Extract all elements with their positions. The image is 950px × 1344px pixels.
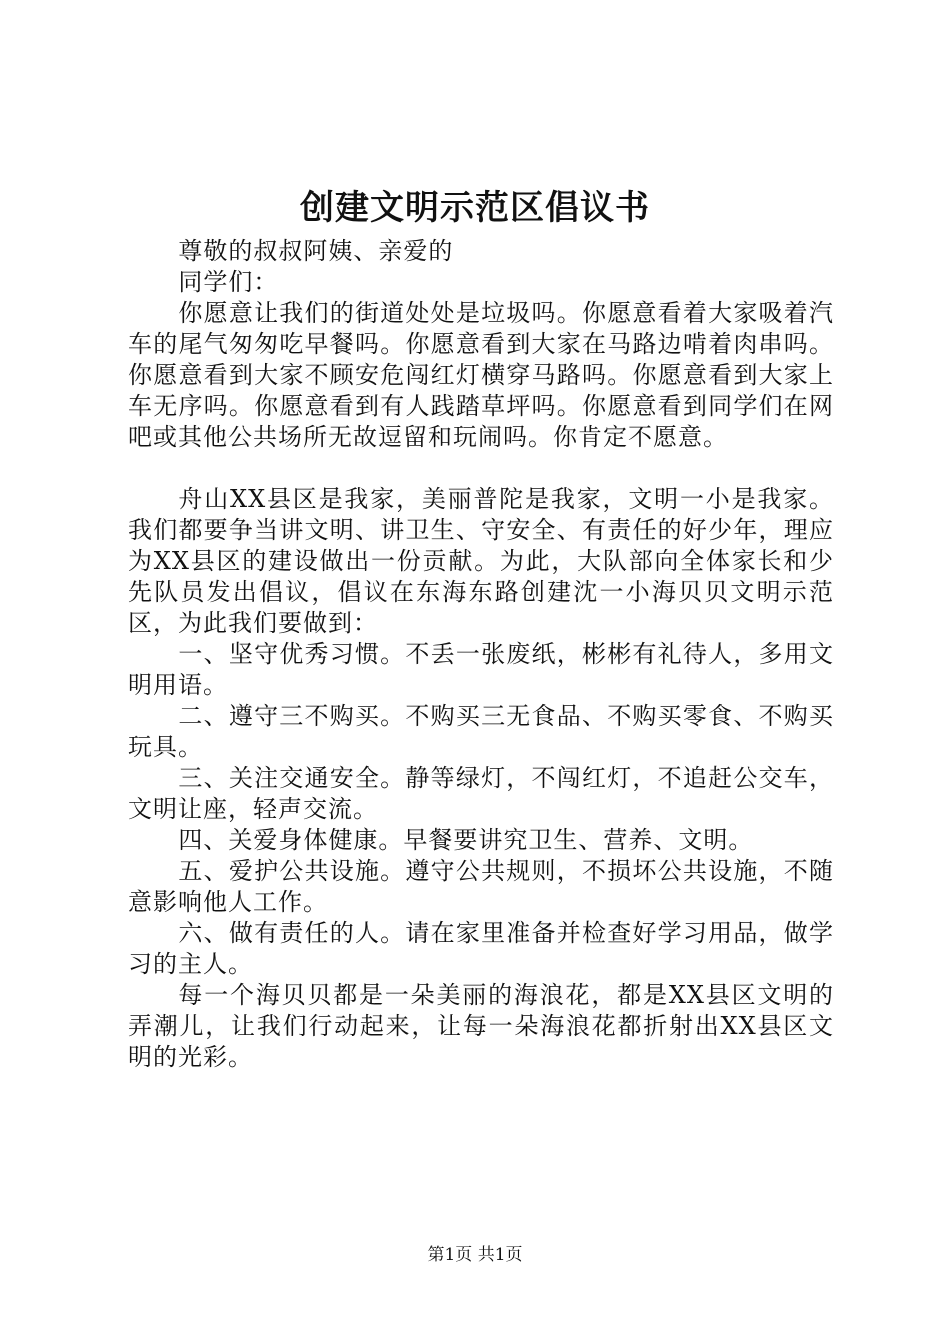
paragraph-item-4: 四、关爱身体健康。早餐要讲究卫生、营养、文明。 xyxy=(178,826,754,854)
document-title: 创建文明示范区倡议书 xyxy=(300,188,650,228)
paragraph-proposal: 舟山XX县区是我家，美丽普陀是我家，文明一小是我家。我们都要争当讲文明、讲卫生、守安全、有责任的好少年，理应为XX县区的建设做出一份贡献。为此，大队部向全体家长和少先队员发出倡议，倡议在东海东路创建沈一小海贝贝文明示范区，为此我们要做到： xyxy=(128,485,834,637)
page-footer xyxy=(0,1243,950,1267)
paragraph-item-6: 六、做有责任的人。请在家里准备并检查好学习用品，做学习的主人。 xyxy=(128,919,834,978)
paragraph-item-1: 一、坚守优秀习惯。不丢一张废纸，彬彬有礼待人，多用文明用语。 xyxy=(128,640,834,699)
paragraph-intro: 你愿意让我们的街道处处是垃圾吗。你愿意看着大家吸着汽车的尾气匆匆吃早餐吗。你愿意看到大家在马路边啃着肉串吗。你愿意看到大家不顾安危闯红灯横穿马路吗。你愿意看到大家上车无序吗。你愿意看到有人践踏草坪吗。你愿意看到同学们在网吧或其他公共场所无故逗留和玩闹吗。你肯定不愿意。 xyxy=(128,299,834,451)
greeting-line-2: 同学们： xyxy=(178,268,279,296)
document-body xyxy=(128,236,834,1073)
footer-page-total: 共1页 xyxy=(477,1245,523,1265)
paragraph-item-3: 三、关注交通安全。静等绿灯，不闯红灯，不追赶公交车，文明让座，轻声交流。 xyxy=(128,764,834,823)
footer-page-number: 第1页 xyxy=(427,1245,473,1265)
greeting-line-1: 尊敬的叔叔阿姨、亲爱的 xyxy=(178,237,454,265)
paragraph-item-5: 五、爱护公共设施。遵守公共规则，不损坏公共设施，不随意影响他人工作。 xyxy=(128,857,834,916)
paragraph-closing: 每一个海贝贝都是一朵美丽的海浪花，都是XX县区文明的弄潮儿，让我们行动起来，让每一朵海浪花都折射出XX县区文明的光彩。 xyxy=(128,981,834,1071)
paragraph-item-2: 二、遵守三不购买。不购买三无食品、不购买零食、不购买玩具。 xyxy=(128,702,834,761)
